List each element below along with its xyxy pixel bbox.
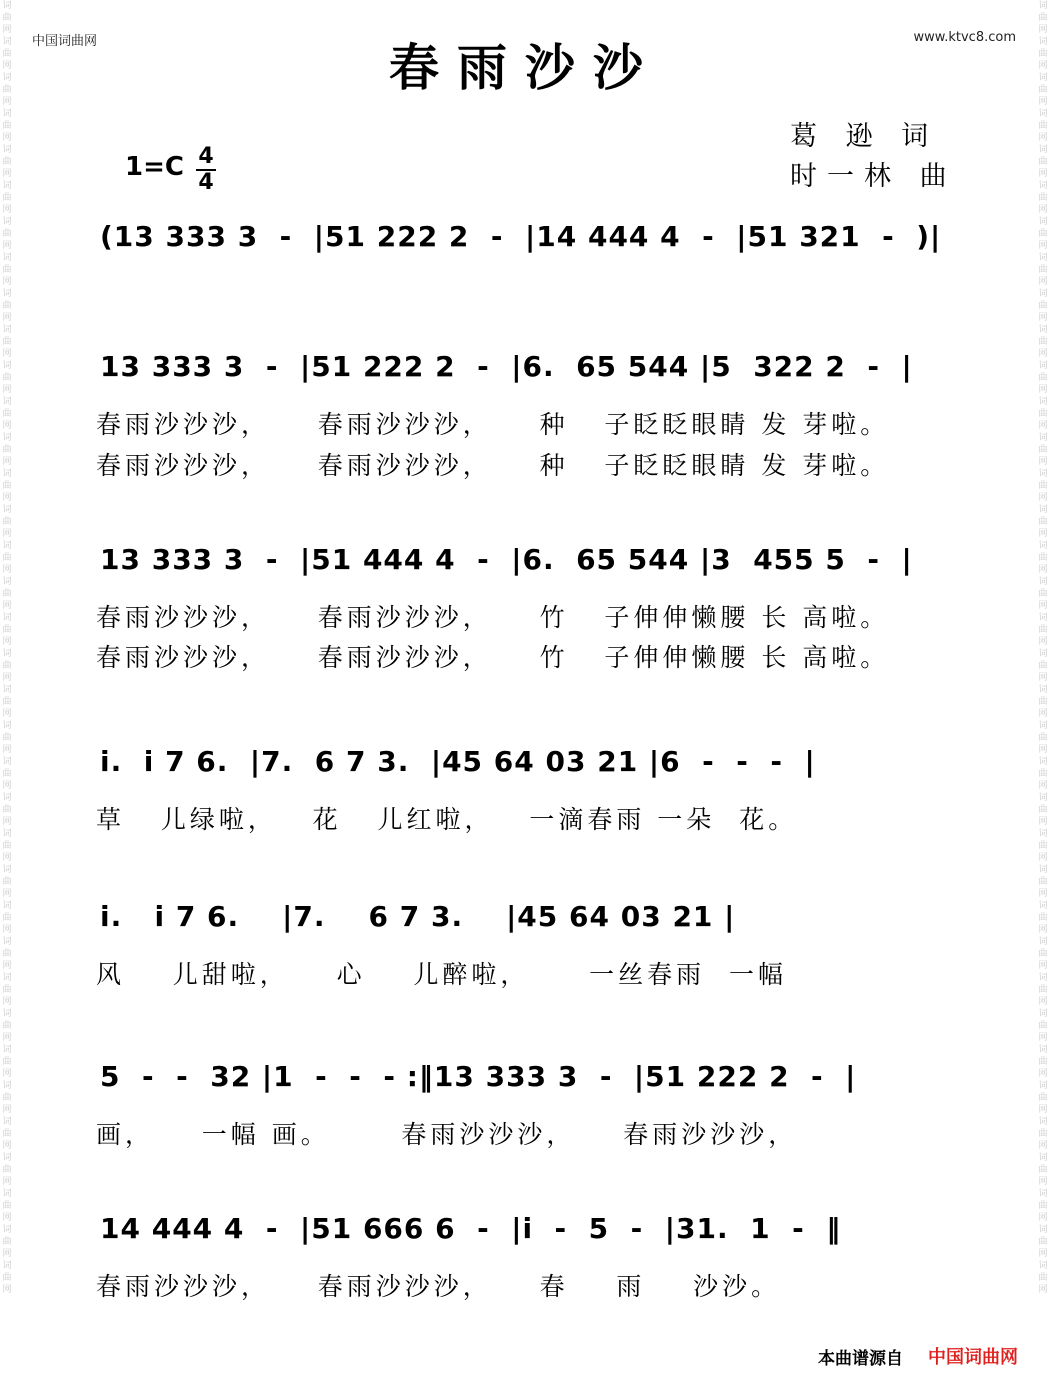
watermark-strip-right: 词曲网词曲网词曲网词曲网词曲网词曲网词曲网词曲网词曲网词曲网词曲网词曲网词曲网词曲网词曲网词曲网词曲网词曲网词曲网词曲网词曲网词曲网词曲网词曲网词曲网词曲网词曲网词曲网词曲网词曲网词曲网词曲网词曲网词曲网词曲网词曲网	[1038, 1, 1048, 1295]
lyric-line-5: 画， 一幅 画。 春雨沙沙沙， 春雨沙沙沙，	[96, 1120, 798, 1149]
song-title: 春雨沙沙	[389, 38, 661, 97]
notation-line-intro: (13 333 3 - |51 222 2 - |14 444 4 - |51 321 - )|	[100, 220, 942, 253]
time-signature-bottom: 4	[198, 170, 214, 195]
lyric-line-6: 春雨沙沙沙， 春雨沙沙沙， 春 雨 沙沙。	[96, 1272, 781, 1301]
time-signature	[196, 146, 216, 194]
lyric-line-2b: 春雨沙沙沙， 春雨沙沙沙， 竹 子伸伸懒腰 长 高啦。	[96, 643, 890, 672]
notation-line-1: 13 333 3 - |51 222 2 - |6. 65 544 |5 322 2 - |	[100, 350, 913, 383]
key-signature: 1=C	[125, 152, 184, 182]
site-url-right: www.ktvc8.com	[913, 30, 1016, 45]
composer-credit: 时一林 曲	[790, 161, 957, 192]
notation-line-6: 14 444 4 - |51 666 6 - |i - 5 - |31. 1 - ‖	[100, 1212, 842, 1245]
notation-line-2: 13 333 3 - |51 444 4 - |6. 65 544 |3 455 5 - |	[100, 543, 913, 576]
notation-line-3: i. i 7 6. |7. 6 7 3. |45 64 03 21 |6 - - - |	[100, 745, 816, 778]
lyric-line-4: 风 儿甜啦， 心 儿醉啦， 一丝春雨 一幅	[96, 960, 787, 989]
lyric-line-1b: 春雨沙沙沙， 春雨沙沙沙， 种 子眨眨眼睛 发 芽啦。	[96, 451, 890, 480]
notation-line-5: 5 - - 32 |1 - - - :‖13 333 3 - |51 222 2 - |	[100, 1060, 857, 1093]
site-name-left: 中国词曲网	[32, 34, 98, 49]
footer-source-label: 本曲谱源自	[818, 1349, 903, 1369]
notation-line-4: i. i 7 6. |7. 6 7 3. |45 64 03 21 |	[100, 900, 736, 933]
footer-brand-logo: 中国词曲网	[928, 1347, 1018, 1368]
lyric-line-2a: 春雨沙沙沙， 春雨沙沙沙， 竹 子伸伸懒腰 长 高啦。	[96, 603, 890, 632]
lyricist-credit: 葛 逊 词	[790, 121, 939, 152]
lyric-line-1a: 春雨沙沙沙， 春雨沙沙沙， 种 子眨眨眼睛 发 芽啦。	[96, 410, 890, 439]
lyric-line-3: 草 儿绿啦， 花 儿红啦， 一滴春雨 一朵 花。	[96, 805, 798, 834]
time-signature-top: 4	[198, 144, 214, 169]
watermark-strip-left: 词曲网词曲网词曲网词曲网词曲网词曲网词曲网词曲网词曲网词曲网词曲网词曲网词曲网词曲网词曲网词曲网词曲网词曲网词曲网词曲网词曲网词曲网词曲网词曲网词曲网词曲网词曲网词曲网词曲网词曲网词曲网词曲网词曲网词曲网词曲网词曲网	[2, 1, 12, 1295]
